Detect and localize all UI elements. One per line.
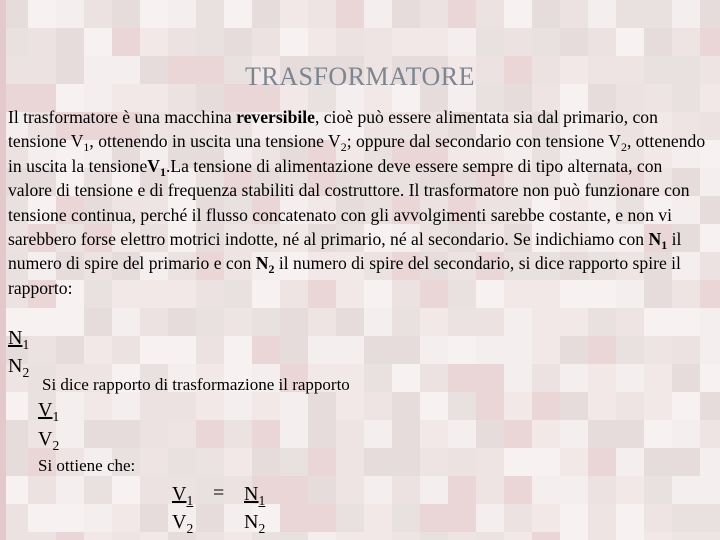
mosaic-tile bbox=[700, 448, 720, 476]
mosaic-tile bbox=[168, 392, 196, 420]
mosaic-tile bbox=[392, 476, 420, 504]
text-run: il numero di spire del primario e con bbox=[8, 229, 682, 274]
equation-left-denominator bbox=[172, 510, 193, 534]
mosaic-tile bbox=[532, 364, 560, 392]
mosaic-tile bbox=[644, 504, 672, 532]
mosaic-tile bbox=[84, 336, 112, 364]
mosaic-tile bbox=[56, 476, 84, 504]
fraction-v-numerator bbox=[38, 398, 59, 422]
mosaic-tile bbox=[252, 448, 280, 476]
mosaic-tile bbox=[308, 476, 336, 504]
mosaic-tile bbox=[616, 28, 644, 56]
mosaic-tile bbox=[476, 504, 504, 532]
mosaic-tile bbox=[644, 532, 672, 540]
mosaic-tile bbox=[672, 532, 700, 540]
mosaic-tile bbox=[224, 0, 252, 28]
mosaic-tile bbox=[84, 0, 112, 28]
mosaic-tile bbox=[588, 532, 616, 540]
mosaic-tile bbox=[448, 28, 476, 56]
mosaic-tile bbox=[28, 308, 56, 336]
mosaic-tile bbox=[112, 420, 140, 448]
mosaic-tile bbox=[700, 532, 720, 540]
subscript: 2 bbox=[22, 364, 30, 380]
mosaic-tile bbox=[700, 308, 720, 336]
text-run: , ottenendo in uscita una tensione V bbox=[89, 131, 341, 152]
mosaic-tile bbox=[140, 308, 168, 336]
mosaic-tile bbox=[280, 392, 308, 420]
mosaic-tile bbox=[336, 0, 364, 28]
mosaic-tile bbox=[420, 336, 448, 364]
subscript: 1 bbox=[661, 238, 668, 253]
mosaic-tile bbox=[364, 28, 392, 56]
mosaic-tile bbox=[644, 308, 672, 336]
mosaic-tile bbox=[196, 392, 224, 420]
mosaic-tile bbox=[392, 336, 420, 364]
subscript: 2 bbox=[620, 140, 627, 155]
mosaic-tile bbox=[336, 448, 364, 476]
mosaic-tile bbox=[392, 532, 420, 540]
subscript: 2 bbox=[186, 520, 194, 536]
mosaic-tile bbox=[672, 504, 700, 532]
mosaic-tile bbox=[336, 28, 364, 56]
mosaic-tile bbox=[672, 336, 700, 364]
mosaic-tile bbox=[308, 28, 336, 56]
mosaic-tile bbox=[84, 504, 112, 532]
mosaic-tile bbox=[504, 28, 532, 56]
mosaic-tile bbox=[644, 336, 672, 364]
mosaic-tile bbox=[588, 28, 616, 56]
equals-sign: = bbox=[213, 482, 225, 504]
mosaic-tile bbox=[616, 476, 644, 504]
text-transformation-ratio: Si dice rapporto di trasformazione il rapporto bbox=[42, 375, 350, 394]
mosaic-tile bbox=[560, 308, 588, 336]
mosaic-tile bbox=[504, 0, 532, 28]
mosaic-tile bbox=[420, 364, 448, 392]
subscript: 1 bbox=[83, 140, 90, 155]
mosaic-tile bbox=[644, 448, 672, 476]
mosaic-tile bbox=[84, 532, 112, 540]
mosaic-tile bbox=[252, 28, 280, 56]
symbol: N bbox=[8, 327, 23, 349]
mosaic-tile bbox=[364, 448, 392, 476]
mosaic-tile bbox=[56, 336, 84, 364]
mosaic-tile bbox=[420, 448, 448, 476]
mosaic-tile bbox=[672, 364, 700, 392]
mosaic-tile bbox=[420, 532, 448, 540]
mosaic-tile bbox=[644, 28, 672, 56]
mosaic-tile bbox=[112, 392, 140, 420]
mosaic-tile bbox=[84, 28, 112, 56]
mosaic-tile bbox=[532, 392, 560, 420]
mosaic-tile bbox=[308, 0, 336, 28]
mosaic-tile bbox=[476, 420, 504, 448]
mosaic-tile bbox=[308, 448, 336, 476]
mosaic-tile bbox=[560, 476, 588, 504]
mosaic-tile bbox=[448, 0, 476, 28]
mosaic-tile bbox=[392, 308, 420, 336]
mosaic-tile bbox=[308, 504, 336, 532]
mosaic-tile bbox=[252, 392, 280, 420]
mosaic-tile bbox=[392, 28, 420, 56]
fraction-v-denominator bbox=[38, 427, 59, 451]
mosaic-tile bbox=[672, 448, 700, 476]
mosaic-tile bbox=[700, 364, 720, 392]
body-paragraph bbox=[8, 105, 708, 300]
subscript: 2 bbox=[340, 140, 347, 155]
mosaic-tile bbox=[112, 0, 140, 28]
mosaic-tile bbox=[224, 420, 252, 448]
mosaic-tile bbox=[280, 336, 308, 364]
text-run: .La tensione di alimentazione deve essere sempre di tipo alternata, con valore di tensione e di frequenza stabiliti dal costruttore. Il trasformatore non può funzionare con tensione continua, perché il flusso concatenato con gli avvolgimenti sarebbe costante, e non vi sarebbero forse elettro motrici indotte, né al primario, né al secondario. Se indichiamo con bbox=[8, 155, 690, 250]
symbol-n1: N bbox=[648, 229, 662, 250]
mosaic-tile bbox=[280, 448, 308, 476]
text-run: il numero di spire del secondario, si dice rapporto spire il rapporto: bbox=[8, 253, 681, 298]
mosaic-tile bbox=[56, 504, 84, 532]
mosaic-tile bbox=[168, 420, 196, 448]
mosaic-tile bbox=[364, 308, 392, 336]
mosaic-tile bbox=[364, 0, 392, 28]
mosaic-tile bbox=[588, 308, 616, 336]
subscript: 1 bbox=[159, 165, 166, 179]
symbol-n2: N bbox=[255, 253, 269, 274]
mosaic-tile bbox=[504, 420, 532, 448]
mosaic-tile bbox=[168, 336, 196, 364]
mosaic-tile bbox=[280, 308, 308, 336]
mosaic-tile bbox=[364, 392, 392, 420]
mosaic-tile bbox=[644, 392, 672, 420]
text-run: ; oppure dal secondario con tensione V bbox=[346, 131, 621, 152]
mosaic-tile bbox=[336, 476, 364, 504]
mosaic-tile bbox=[420, 420, 448, 448]
mosaic-tile bbox=[308, 532, 336, 540]
mosaic-tile bbox=[420, 476, 448, 504]
mosaic-tile bbox=[252, 336, 280, 364]
mosaic-tile bbox=[112, 476, 140, 504]
mosaic-tile bbox=[308, 308, 336, 336]
mosaic-tile bbox=[588, 336, 616, 364]
mosaic-tile bbox=[392, 448, 420, 476]
page-title: TRASFORMATORE bbox=[245, 62, 475, 91]
mosaic-tile bbox=[588, 364, 616, 392]
mosaic-tile bbox=[616, 0, 644, 28]
fraction-n-numerator bbox=[8, 326, 29, 350]
mosaic-tile bbox=[28, 28, 56, 56]
mosaic-tile bbox=[616, 448, 644, 476]
mosaic-tile bbox=[448, 364, 476, 392]
mosaic-tile bbox=[644, 0, 672, 28]
mosaic-tile bbox=[224, 28, 252, 56]
mosaic-tile bbox=[644, 476, 672, 504]
mosaic-tile bbox=[196, 504, 224, 532]
mosaic-tile bbox=[672, 308, 700, 336]
mosaic-tile bbox=[420, 0, 448, 28]
mosaic-tile bbox=[84, 392, 112, 420]
mosaic-tile bbox=[672, 420, 700, 448]
mosaic-tile bbox=[476, 392, 504, 420]
mosaic-tile bbox=[28, 504, 56, 532]
mosaic-tile bbox=[56, 28, 84, 56]
mosaic-tile bbox=[224, 308, 252, 336]
mosaic-tile bbox=[504, 308, 532, 336]
subscript: 2 bbox=[268, 262, 275, 277]
mosaic-tile bbox=[392, 504, 420, 532]
mosaic-tile bbox=[252, 420, 280, 448]
mosaic-tile bbox=[504, 364, 532, 392]
mosaic-tile bbox=[308, 420, 336, 448]
mosaic-tile bbox=[56, 308, 84, 336]
mosaic-tile bbox=[588, 420, 616, 448]
mosaic-tile bbox=[364, 420, 392, 448]
mosaic-tile bbox=[700, 392, 720, 420]
mosaic-tile bbox=[616, 392, 644, 420]
mosaic-tile bbox=[168, 448, 196, 476]
symbol: V bbox=[172, 511, 187, 533]
mosaic-tile bbox=[476, 0, 504, 28]
mosaic-tile bbox=[364, 504, 392, 532]
mosaic-tile bbox=[252, 0, 280, 28]
mosaic-tile bbox=[28, 532, 56, 540]
mosaic-tile bbox=[168, 308, 196, 336]
mosaic-tile bbox=[476, 308, 504, 336]
mosaic-tile bbox=[532, 28, 560, 56]
mosaic-tile bbox=[84, 420, 112, 448]
mosaic-tile bbox=[588, 448, 616, 476]
mosaic-tile bbox=[364, 336, 392, 364]
mosaic-tile bbox=[196, 420, 224, 448]
text-run: , ottenendo in uscita la tensione bbox=[8, 131, 706, 176]
mosaic-tile bbox=[196, 532, 224, 540]
mosaic-tile bbox=[140, 0, 168, 28]
mosaic-tile bbox=[112, 308, 140, 336]
mosaic-tile bbox=[644, 364, 672, 392]
mosaic-tile bbox=[28, 476, 56, 504]
mosaic-tile bbox=[532, 504, 560, 532]
mosaic-tile bbox=[224, 448, 252, 476]
mosaic-tile bbox=[336, 532, 364, 540]
mosaic-tile bbox=[700, 336, 720, 364]
mosaic-tile bbox=[56, 392, 84, 420]
mosaic-tile bbox=[588, 392, 616, 420]
mosaic-tile bbox=[364, 532, 392, 540]
mosaic-tile bbox=[532, 420, 560, 448]
mosaic-tile bbox=[672, 0, 700, 28]
mosaic-tile bbox=[196, 0, 224, 28]
mosaic-tile bbox=[336, 504, 364, 532]
mosaic-tile bbox=[280, 420, 308, 448]
mosaic-tile bbox=[420, 308, 448, 336]
mosaic-tile bbox=[364, 364, 392, 392]
mosaic-tile bbox=[336, 336, 364, 364]
mosaic-tile bbox=[616, 336, 644, 364]
mosaic-tile bbox=[28, 336, 56, 364]
mosaic-tile bbox=[280, 0, 308, 28]
symbol: V bbox=[38, 399, 53, 421]
mosaic-tile bbox=[280, 28, 308, 56]
subscript: 1 bbox=[186, 492, 194, 508]
symbol-v1: V bbox=[147, 155, 160, 176]
subscript: 2 bbox=[52, 437, 60, 453]
mosaic-tile bbox=[420, 28, 448, 56]
mosaic-tile bbox=[504, 504, 532, 532]
mosaic-tile bbox=[112, 504, 140, 532]
mosaic-tile bbox=[224, 392, 252, 420]
mosaic-tile bbox=[364, 476, 392, 504]
mosaic-tile bbox=[532, 532, 560, 540]
mosaic-tile bbox=[560, 392, 588, 420]
mosaic-tile bbox=[56, 420, 84, 448]
equation-right-denominator bbox=[244, 510, 265, 534]
mosaic-tile bbox=[252, 308, 280, 336]
mosaic-tile bbox=[140, 476, 168, 504]
mosaic-tile bbox=[560, 0, 588, 28]
mosaic-tile bbox=[140, 28, 168, 56]
mosaic-tile bbox=[588, 476, 616, 504]
mosaic-tile bbox=[168, 28, 196, 56]
mosaic-tile bbox=[700, 0, 720, 28]
mosaic-tile bbox=[532, 0, 560, 28]
mosaic-tile bbox=[700, 476, 720, 504]
mosaic-tile bbox=[700, 28, 720, 56]
mosaic-tile bbox=[560, 420, 588, 448]
mosaic-tile bbox=[140, 392, 168, 420]
mosaic-tile bbox=[84, 308, 112, 336]
mosaic-tile bbox=[476, 476, 504, 504]
mosaic-tile bbox=[56, 0, 84, 28]
mosaic-tile bbox=[448, 532, 476, 540]
mosaic-tile bbox=[112, 532, 140, 540]
mosaic-tile bbox=[476, 28, 504, 56]
mosaic-tile bbox=[392, 420, 420, 448]
mosaic-tile bbox=[140, 336, 168, 364]
mosaic-tile bbox=[504, 532, 532, 540]
mosaic-tile bbox=[140, 420, 168, 448]
mosaic-tile bbox=[700, 504, 720, 532]
fraction-n-denominator bbox=[8, 354, 29, 378]
term-reversible: reversibile bbox=[236, 107, 315, 127]
mosaic-tile bbox=[476, 532, 504, 540]
mosaic-tile bbox=[560, 336, 588, 364]
mosaic-tile bbox=[196, 308, 224, 336]
mosaic-tile bbox=[420, 504, 448, 532]
text-run: Il trasformatore è una macchina bbox=[8, 107, 237, 127]
equation-right-numerator bbox=[244, 482, 265, 506]
mosaic-tile bbox=[588, 504, 616, 532]
mosaic-tile bbox=[700, 420, 720, 448]
mosaic-tile bbox=[308, 392, 336, 420]
mosaic-tile bbox=[588, 0, 616, 28]
mosaic-tile bbox=[308, 336, 336, 364]
mosaic-tile bbox=[196, 336, 224, 364]
mosaic-tile bbox=[560, 364, 588, 392]
mosaic-tile bbox=[504, 448, 532, 476]
mosaic-tile bbox=[448, 448, 476, 476]
symbol: N bbox=[244, 483, 259, 505]
mosaic-tile bbox=[672, 392, 700, 420]
mosaic-tile bbox=[140, 532, 168, 540]
mosaic-tile bbox=[616, 532, 644, 540]
mosaic-tile bbox=[28, 0, 56, 28]
mosaic-tile bbox=[616, 420, 644, 448]
mosaic-tile bbox=[616, 504, 644, 532]
mosaic-tile bbox=[140, 448, 168, 476]
mosaic-tile bbox=[336, 420, 364, 448]
mosaic-tile bbox=[448, 504, 476, 532]
mosaic-tile bbox=[280, 532, 308, 540]
mosaic-tile bbox=[560, 28, 588, 56]
mosaic-tile bbox=[448, 336, 476, 364]
mosaic-tile bbox=[392, 392, 420, 420]
mosaic-tile bbox=[392, 364, 420, 392]
mosaic-tile bbox=[560, 532, 588, 540]
mosaic-tile bbox=[644, 420, 672, 448]
subscript: 1 bbox=[22, 336, 30, 352]
mosaic-tile bbox=[392, 0, 420, 28]
mosaic-tile bbox=[112, 336, 140, 364]
text-si-ottiene: Si ottiene che: bbox=[38, 456, 136, 475]
mosaic-tile bbox=[616, 364, 644, 392]
symbol: N bbox=[244, 511, 259, 533]
mosaic-tile bbox=[448, 420, 476, 448]
mosaic-tile bbox=[336, 308, 364, 336]
mosaic-tile bbox=[84, 476, 112, 504]
mosaic-tile bbox=[504, 476, 532, 504]
symbol: V bbox=[38, 428, 53, 450]
equation-left-numerator bbox=[172, 482, 193, 506]
mosaic-tile bbox=[280, 504, 308, 532]
subscript: 1 bbox=[258, 492, 266, 508]
mosaic-tile bbox=[504, 336, 532, 364]
mosaic-tile bbox=[140, 504, 168, 532]
mosaic-tile bbox=[504, 392, 532, 420]
mosaic-tile bbox=[196, 28, 224, 56]
subscript: 2 bbox=[258, 520, 266, 536]
mosaic-tile bbox=[616, 308, 644, 336]
mosaic-tile bbox=[196, 448, 224, 476]
mosaic-tile bbox=[168, 0, 196, 28]
mosaic-tile bbox=[532, 476, 560, 504]
mosaic-tile bbox=[476, 336, 504, 364]
mosaic-tile bbox=[336, 392, 364, 420]
symbol: V bbox=[172, 483, 187, 505]
mosaic-tile bbox=[560, 448, 588, 476]
mosaic-tile bbox=[672, 28, 700, 56]
mosaic-tile bbox=[532, 336, 560, 364]
mosaic-tile bbox=[532, 448, 560, 476]
mosaic-tile bbox=[448, 308, 476, 336]
mosaic-tile bbox=[420, 392, 448, 420]
mosaic-tile bbox=[448, 392, 476, 420]
mosaic-tile bbox=[476, 364, 504, 392]
mosaic-tile bbox=[476, 448, 504, 476]
mosaic-tile bbox=[112, 28, 140, 56]
mosaic-tile bbox=[280, 476, 308, 504]
text-run: , cioè può essere alimentata sia dal primario, con tensione V bbox=[8, 107, 658, 152]
mosaic-tile bbox=[56, 532, 84, 540]
mosaic-tile bbox=[560, 504, 588, 532]
mosaic-tile bbox=[224, 336, 252, 364]
mosaic-tile bbox=[532, 308, 560, 336]
mosaic-tile bbox=[448, 476, 476, 504]
mosaic-tile bbox=[672, 476, 700, 504]
subscript: 1 bbox=[52, 408, 60, 424]
symbol: N bbox=[8, 355, 23, 377]
